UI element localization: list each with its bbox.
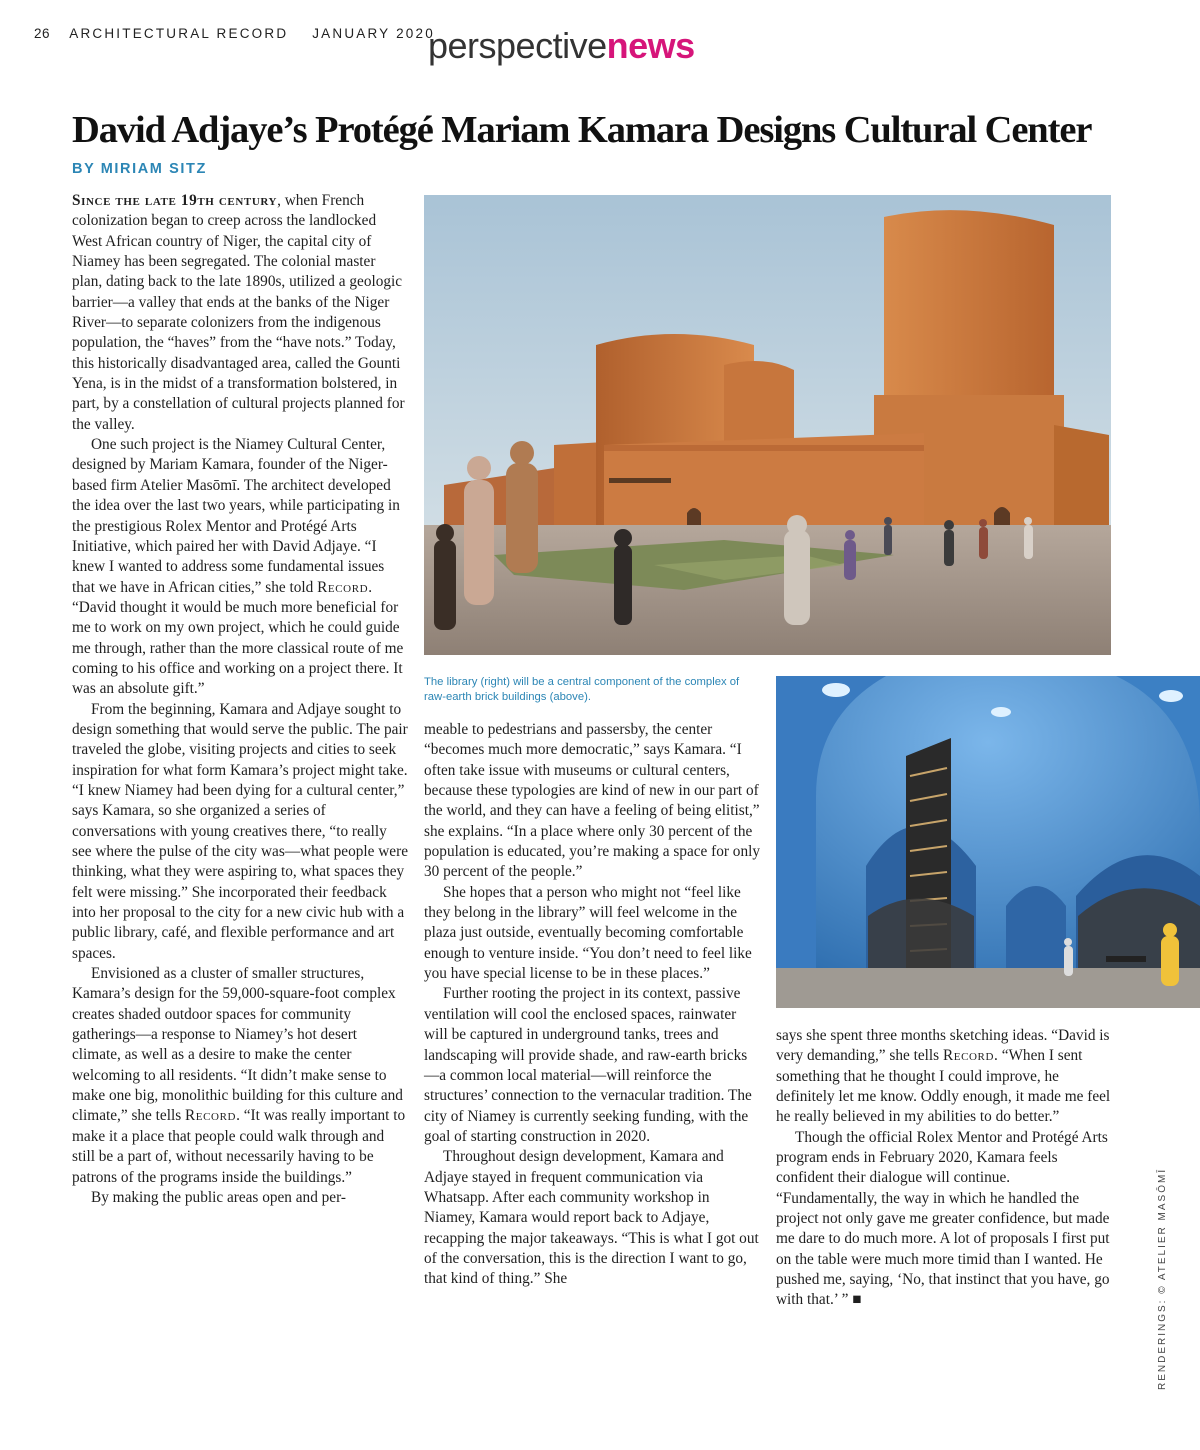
article-column-2	[424, 720, 762, 1290]
section-logo	[428, 22, 695, 70]
paragraph-9	[776, 1128, 1114, 1311]
paragraph-2	[72, 435, 409, 699]
paragraph-9-text: Though the official Rolex Mentor and Protégé Arts program ends in February 2020, Kamara feels confident their dialogue will continue. “Fundamentally, the way in which he handled the project not only gave me greater confidence, but made me dare to do much more. A lot of proposals I first put on the table were much more timid than I wanted. He pushed me, saying, ‘No, that instinct that you have, go with that.’ ”	[776, 1128, 1110, 1309]
issue-date: JANUARY 2020	[312, 26, 435, 41]
image-caption: The library (right) will be a central component of the complex of raw-earth brick buildings (above).	[424, 676, 740, 703]
paragraph-8-text-b: says she spent three months sketching ideas. “David is very demanding,” she tells	[776, 1027, 1110, 1065]
cultural-center-exterior-rendering	[424, 195, 1111, 655]
paragraph-4-text-b: . “It was really important to make it a place that people could walk through and still be a part of, without necessarily having to be patrons of the programs inside the buildings.”	[72, 1107, 406, 1186]
end-mark-icon: ■	[852, 1291, 862, 1309]
byline: BY MIRIAM SITZ	[72, 161, 207, 177]
page-number: 26	[34, 26, 51, 41]
section-word-news: news	[606, 25, 695, 66]
paragraph-8: Throughout design development, Kamara and Adjaye stayed in frequent communication via Whatsapp. After each community workshop in Niamey, Kamara would report back to Adjaye, recapping the major takeaways. “This is what I got out of the conversation, this is the direction I want to go, that kind of thing.” She	[424, 1148, 759, 1288]
lead-in: Since the late 19th century	[72, 192, 278, 209]
publication-name: ARCHITECTURAL RECORD	[69, 26, 289, 41]
paragraph-7: Further rooting the project in its context, passive ventilation will cool the enclosed spaces, rainwater will be captured in underground tanks, trees and landscaping will provide shade, and raw-earth bricks—a common local material—will reinforce the structures’ connection to the vernacular tradition. The city of Niamey is currently seeking funding, with the goal of starting construction in 2020.	[424, 985, 752, 1145]
paragraph-8-continued	[776, 1026, 1114, 1128]
paragraph-1	[72, 191, 409, 435]
photo-credit	[1143, 1160, 1168, 1390]
article-column-1	[72, 191, 409, 1208]
paragraph-3: From the beginning, Kamara and Adjaye sought to design something that would serve the public. The pair traveled the globe, visiting projects and cities to seek inspiration for what form Kamara’s project might take. “I knew Niamey had been dying for a cultural center,” says Kamara, so she organized a series of conversations with young creatives there, “to really see where the pulse of the city was—what people were thinking, what they were aspiring to, what spaces they felt were missing.” She incorporated their feedback into her proposal to the city for a new civic hub with a public library, café, and flexible performance and art spaces.	[72, 700, 408, 962]
article-column-3	[776, 1026, 1114, 1311]
photo-credit-text: RENDERINGS: © ATELIER MASŌMĪ	[1157, 1167, 1168, 1390]
paragraph-5-start: By making the public areas open and per-	[91, 1188, 346, 1206]
record-mention: Record	[185, 1107, 237, 1125]
paragraph-2-text-a: One such project is the Niamey Cultural Center, designed by Mariam Kamara, founder of the Niger-based firm Atelier Masōmī. The architect developed the idea over the last two years, while participating in the prestigious Rolex Mentor and Protégé Arts Initiative, which paired her with David Adjaye. “I knew I wanted to address some fundamental issues that we have in African cities,” she told	[72, 436, 400, 596]
paragraph-5-continued: meable to pedestrians and passersby, the center “becomes much more democratic,” says Kamara. “I often take issue with museums or cultural centers, because these typologies are kind of new in our part of the world, and they can have a feeling of being elitist,” she explains. “In a place where only 30 percent of the population is educated, you’re making a space for only 30 percent of the people.”	[424, 721, 761, 881]
paragraph-8-text-c: . “When I sent something that he thought I could improve, he definitely let me know. Oddly enough, it made me feel he really believed in my abilities to do better.”	[776, 1047, 1111, 1126]
paragraph-6: She hopes that a person who might not “feel like they belong in the library” will feel welcome in the plaza just outside, eventually becoming comfortable enough to venture inside. “You don’t need to feel like you have special license to be in these places.”	[424, 883, 752, 983]
section-word-perspective: perspective	[428, 25, 607, 66]
paragraph-4-text-a: Envisioned as a cluster of smaller structures, Kamara’s design for the 59,000-square-foot complex creates shaded outdoor spaces for community gatherings—a response to Niamey’s hot desert climate, as well as a desire to make the center welcoming to all residents. “It didn’t make sense to make one big, monolithic building for this culture and climate,” she tells	[72, 965, 403, 1125]
record-mention: Record	[317, 578, 369, 596]
folio	[34, 26, 435, 41]
record-mention: Record	[942, 1047, 995, 1065]
library-interior-rendering	[776, 676, 1200, 1008]
paragraph-1-text: , when French colonization began to creep across the landlocked West African country of Niger, the capital city of Niamey has been segregated. The colonial master plan, dating back to the late 1890s, utilized a geologic barrier—a valley that ends at the banks of the Niger River—to separate colonizers from the indigenous population, the “haves” from the “have nots.” Today, this historically disadvantaged area, called the Gounti Yena, is in the midst of a transformation bolstered, in part, by a constellation of cultural projects planned for the valley.	[72, 192, 405, 433]
paragraph-2-text-b: . “David thought it would be much more beneficial for me to work on my own project, which he could guide me through, rather than the more classical route of me coming to his office and working on a project there. It was an absolute gift.”	[72, 578, 404, 698]
paragraph-4	[72, 964, 409, 1188]
headline: David Adjaye’s Protégé Mariam Kamara Designs Cultural Center	[72, 109, 1092, 151]
